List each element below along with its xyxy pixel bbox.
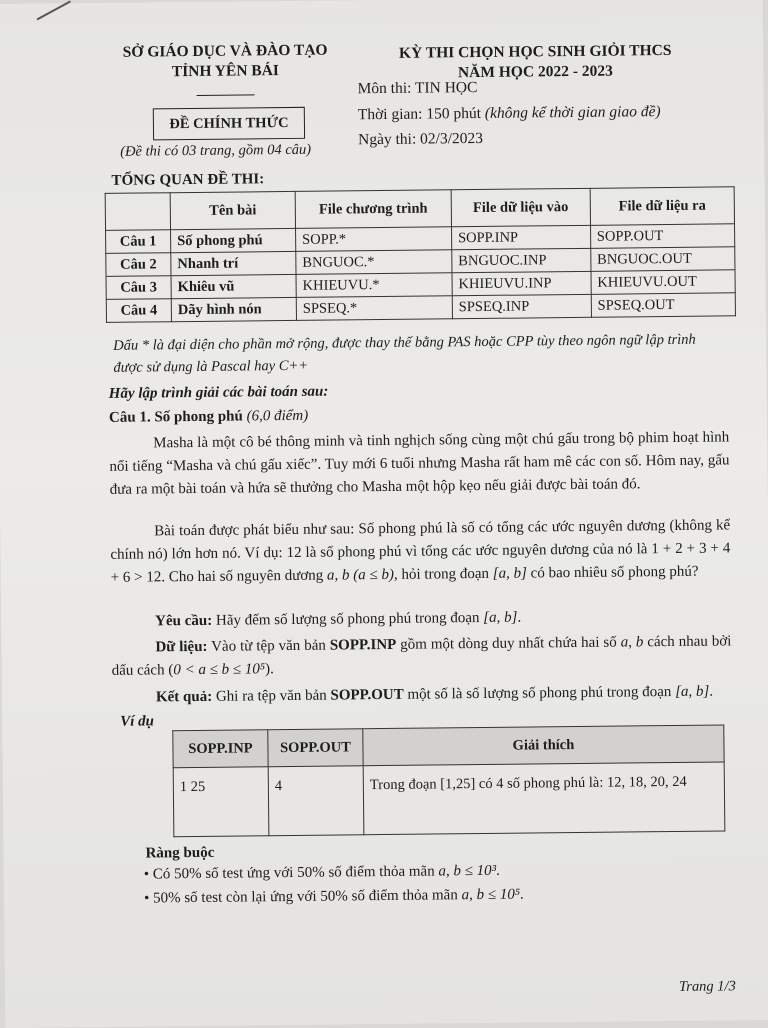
table-header-cell: SOPP.OUT [268,729,363,767]
requirement-label: Yêu cầu: [155,612,213,630]
school-year: NĂM HỌC 2022 - 2023 [457,62,613,82]
example-label: Ví dụ [120,713,155,730]
program-file: SOPP.* [296,227,452,252]
input-label: Dữ liệu: [155,638,208,656]
math-expression: [a, b] [675,683,710,700]
input-text: gồm một dòng duy nhất chứa hai số [396,634,621,653]
input-file: BNGUOC.INP [452,248,591,272]
constraint-text: Có 50% số test ứng với 50% số điểm thỏa mãn [152,863,439,883]
example-explanation: Trong đoạn [1,25] có 4 số phong phú là: 12, 18, 20, 24 [363,762,725,835]
output-file: SOPP.OUT [590,224,734,249]
story-paragraph: Masha là một cô bé thông minh và tinh nghịch sống cùng một chú gấu trong bộ phim hoạt hình nổi tiếng “Masha và chú gấu xiếc”. Tuy mới 6 tuổi nhưng Masha rất ham mê các con số. Hôm nay, gấu đưa ra một bài toán và hứa sẽ thưởng cho Masha một hộp kẹo nếu giải được bài toán đó. [109,429,730,498]
pages-note: (Đề thi có 03 trang, gồm 04 câu) [120,141,312,160]
time-note: (không kể thời gian giao đề) [484,103,661,122]
requirement-end: . [517,609,522,626]
table-header-row [173,725,724,768]
department-name: SỞ GIÁO DỤC VÀ ĐÀO TẠO [122,41,328,61]
official-badge: ĐỀ CHÍNH THỨC [153,107,305,141]
table-header-cell: Tên bài [170,191,295,229]
requirement-text: Hãy đếm số lượng số phong phú trong đoạn [212,609,484,629]
math-expression: 0 < a ≤ b ≤ 10⁵ [173,661,266,679]
date-line: Ngày thi: 02/3/2023 [358,129,484,149]
example-output: 4 [268,766,364,836]
output-filename: SOPP.OUT [330,686,404,704]
math-expression: a, b (a ≤ b) [326,566,395,584]
definition-text: Bài toán được phát biểu như sau: Số phong phú là số có tổng các ước nguyên dương (không kể chính nó) lớn hơn nó. Ví dụ: 12 là số phong phú vì tổng các ước nguyên dương của nó là 1 + 2 + 3 + 4 + 6 > 12. Cho hai số nguyên dương [110,517,731,586]
page-number: Trang 1/3 [678,978,736,995]
time-line [358,103,661,124]
overview-title: TỔNG QUAN ĐỀ THI: [111,171,265,189]
input-file: SPSEQ.INP [452,294,591,318]
table-header-cell: File dữ liệu vào [451,188,590,226]
question-number: Câu 2 [106,253,171,277]
table-header-cell: SOPP.INP [173,730,268,768]
output-label: Kết quả: [155,688,213,706]
constraint-item: • Có 50% số test ứng với 50% số điểm thỏa mãn a, b ≤ 10³. [143,862,500,883]
question-number: Câu 3 [106,276,171,300]
program-file: KHIEUVU.* [296,273,452,298]
constraints-title: Ràng buộc [145,844,215,862]
definition-paragraph [110,514,731,589]
extension-note: Dấu * là đại diện cho phần mở rộng, được thay thế bằng PAS hoặc CPP tùy theo ngôn ngữ lập trình được sử dụng là Pascal hay C++ [113,331,696,376]
exam-title: KỲ THI CHỌN HỌC SINH GIỎI THCS [398,41,672,62]
math-expression: a, b ≤ 10⁵ [461,886,521,904]
output-end: . [709,683,714,700]
output-text: Ghi ra tệp văn bản [212,687,331,705]
math-expression: [a, b] [483,609,518,626]
input-text: ). [265,661,274,678]
constraint-item: • 50% số test còn lại ứng với 50% số điểm thỏa mãn a, b ≤ 10⁵. [143,886,524,907]
constraint-text: 50% số test còn lại ứng với 50% số điểm thỏa mãn [152,887,462,907]
output-file: BNGUOC.OUT [591,247,735,272]
problem-points: (6,0 điểm) [246,407,309,425]
problem-heading: Câu 1. Số phong phú [108,408,243,426]
input-file: KHIEUVU.INP [452,271,591,295]
input-text: cách nhau bởi dấu cách ( [111,633,732,679]
output-file: SPSEQ.OUT [591,293,735,318]
input-filename: SOPP.INP [329,636,397,654]
example-input: 1 25 [173,767,269,837]
question-number: Câu 1 [106,230,171,254]
table-header-cell [105,193,170,231]
table-header-cell: File dữ liệu ra [590,187,735,226]
question-number: Câu 4 [106,299,171,323]
input-file: SOPP.INP [451,225,590,249]
pen-mark [37,0,71,20]
exam-header [385,41,685,84]
constraint-end: . [519,886,524,903]
instruction: Hãy lập trình giải các bài toán sau: [108,383,329,402]
province-name: TỈNH YÊN BÁI [171,62,280,81]
table-header-cell: Giải thích [363,725,724,766]
math-expression: a, b ≤ 10³ [438,862,497,880]
definition-text: , hỏi trong đoạn [393,565,493,583]
definition-text: có bao nhiêu số phong phú? [526,563,699,582]
input-text: Vào từ tệp văn bản [207,637,330,655]
program-file: BNGUOC.* [296,250,452,275]
time-label: Thời gian: 150 phút [357,104,482,124]
constraint-end: . [496,862,500,879]
table-row [173,762,725,837]
math-expression: a, b [620,634,644,651]
example-table [172,724,725,837]
problem-name: Dãy hình nón [171,297,296,321]
table-header-cell: File chương trình [295,190,451,229]
output-file: KHIEUVU.OUT [591,270,735,295]
program-file: SPSEQ.* [296,296,452,321]
problem-name: Khiêu vũ [171,274,296,298]
problem-name: Số phong phú [171,228,296,252]
math-expression: [a, b] [492,565,527,582]
overview-table [105,186,736,323]
requirement-paragraph [111,604,731,633]
header-underline [197,94,255,96]
output-text: một số là số lượng số phong phú trong đoạn [403,683,676,703]
subject-line: Môn thi: TIN HỌC [357,78,478,98]
problem-name: Nhanh trí [171,251,296,275]
input-paragraph [111,630,731,682]
department-header [115,40,336,102]
